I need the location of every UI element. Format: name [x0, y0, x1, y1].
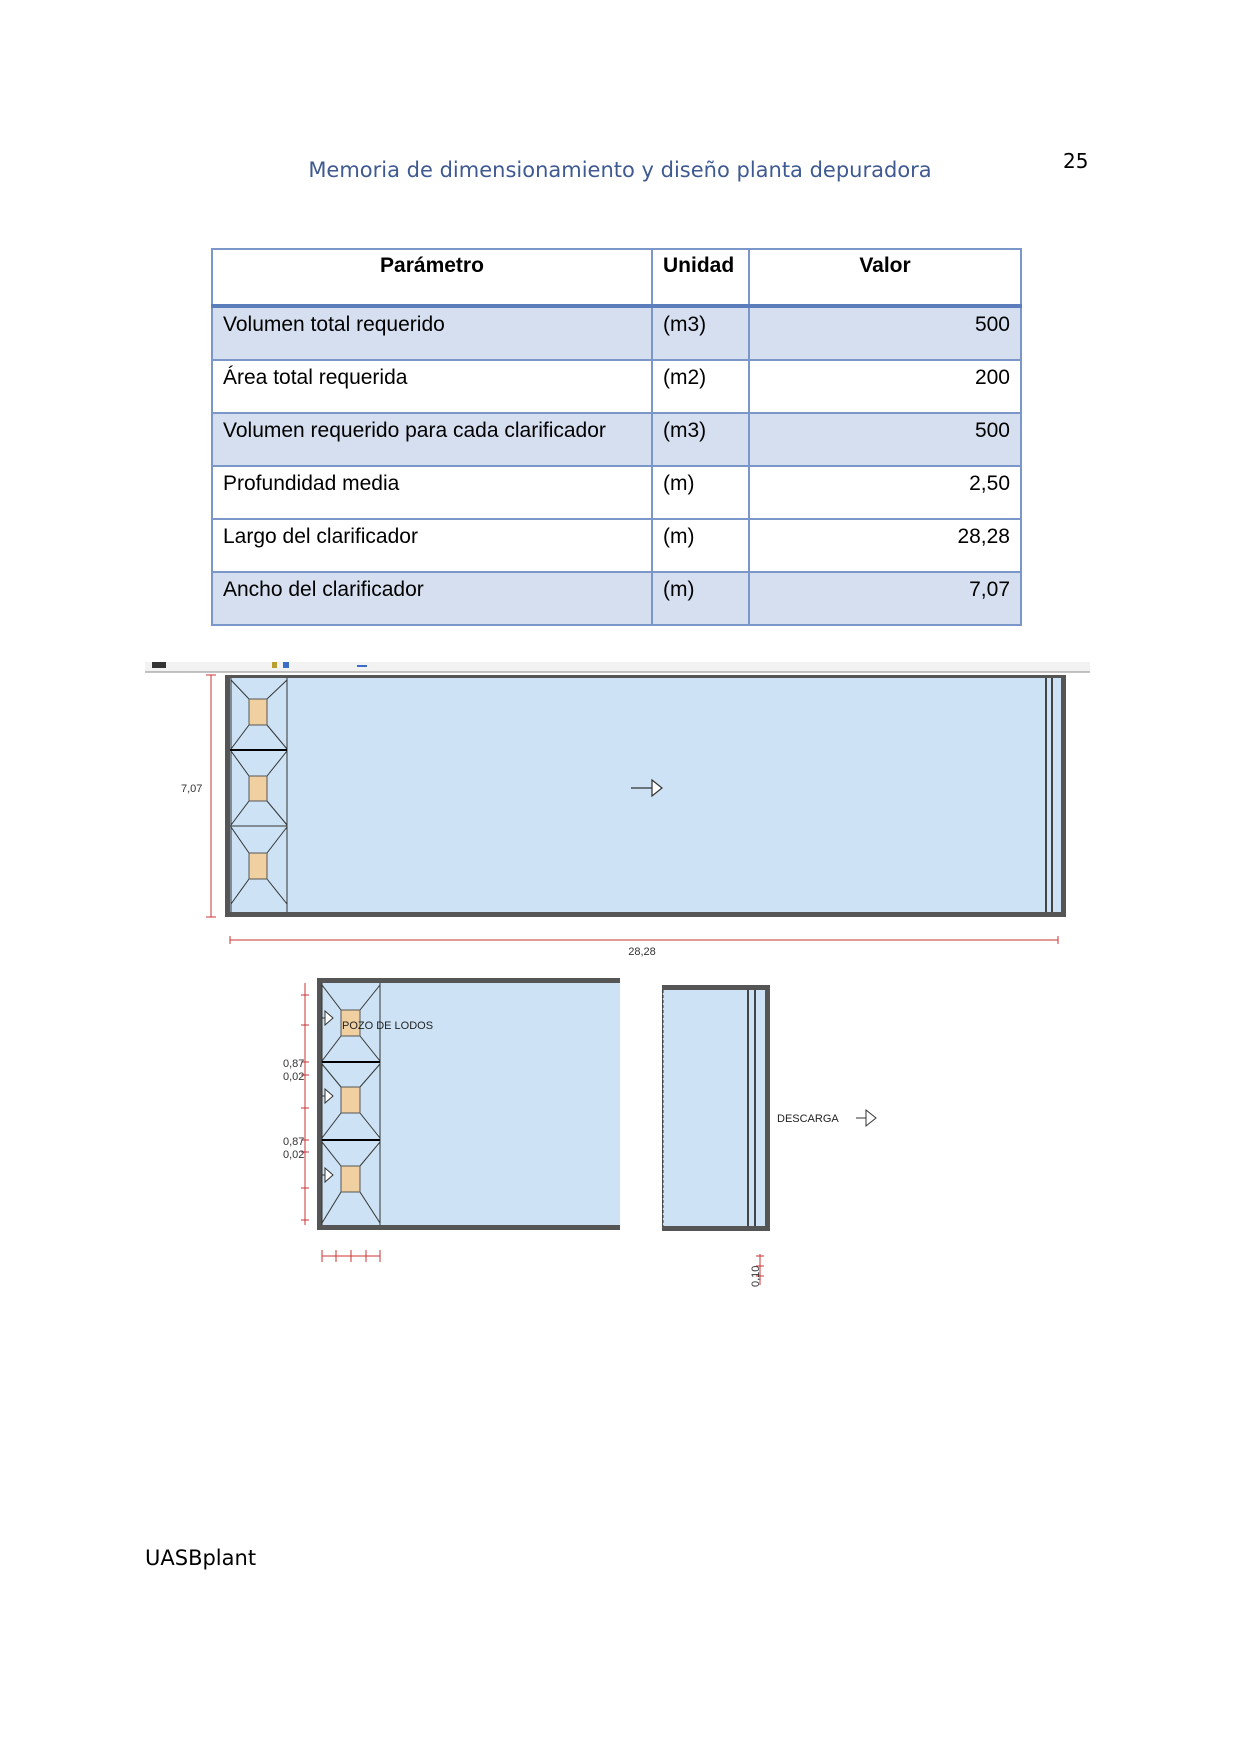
cell-valor: 7,07 — [749, 572, 1021, 625]
tank-water — [663, 990, 765, 1226]
cell-parametro: Área total requerida — [212, 360, 652, 413]
column-header-valor: Valor — [749, 249, 1021, 306]
hopper-pit — [249, 699, 267, 725]
dimension-label: 0,02 — [283, 1071, 305, 1083]
cell-parametro: Volumen total requerido — [212, 306, 652, 360]
hopper-pit — [249, 776, 267, 801]
cell-parametro: Ancho del clarificador — [212, 572, 652, 625]
page-title: Memoria de dimensionamiento y diseño planta depuradora — [308, 158, 932, 182]
plan-view — [181, 675, 1066, 958]
width-dimension-label: 7,07 — [181, 783, 203, 795]
dimension-label: 0,87 — [283, 1136, 305, 1148]
cell-unidad: (m3) — [652, 306, 749, 360]
wall-dimension-label: 0,10 — [750, 1265, 762, 1287]
cell-valor: 500 — [749, 413, 1021, 466]
cell-unidad: (m3) — [652, 413, 749, 466]
dimension-label: 0,02 — [283, 1149, 305, 1161]
cell-unidad: (m) — [652, 572, 749, 625]
column-header-parametro: Parámetro — [212, 249, 652, 306]
inlet-detail-view — [283, 978, 620, 1262]
column-header-unidad: Unidad — [652, 249, 749, 306]
toolbar-icon — [152, 662, 166, 668]
hopper-pit — [341, 1166, 360, 1192]
bottom-dimension-chain — [322, 1250, 380, 1262]
hopper-pit — [341, 1087, 360, 1113]
length-dimension-label: 28,28 — [628, 946, 656, 958]
cell-valor: 500 — [749, 306, 1021, 360]
toolbar-icon — [272, 662, 277, 668]
dimension-label: 0,87 — [283, 1058, 305, 1070]
outlet-detail-view — [662, 985, 876, 1287]
cell-parametro: Volumen requerido para cada clarificador — [212, 413, 652, 466]
cell-valor: 2,50 — [749, 466, 1021, 519]
cell-unidad: (m) — [652, 466, 749, 519]
cell-valor: 28,28 — [749, 519, 1021, 572]
length-dimension — [230, 936, 1058, 944]
discharge-label: DESCARGA — [777, 1113, 839, 1125]
hopper-pit — [249, 853, 267, 879]
width-dimension — [206, 675, 216, 917]
cell-parametro: Largo del clarificador — [212, 519, 652, 572]
left-dimension-chain — [301, 983, 309, 1225]
toolbar-icon — [283, 662, 289, 668]
cell-parametro: Profundidad media — [212, 466, 652, 519]
page-number: 25 — [1063, 149, 1089, 173]
tank-water — [230, 678, 1061, 912]
cell-valor: 200 — [749, 360, 1021, 413]
cell-unidad: (m2) — [652, 360, 749, 413]
discharge-arrow-icon — [856, 1110, 876, 1126]
cell-unidad: (m) — [652, 519, 749, 572]
footer-text: UASBplant — [145, 1546, 257, 1570]
sludge-pit-label: POZO DE LODOS — [342, 1020, 434, 1032]
